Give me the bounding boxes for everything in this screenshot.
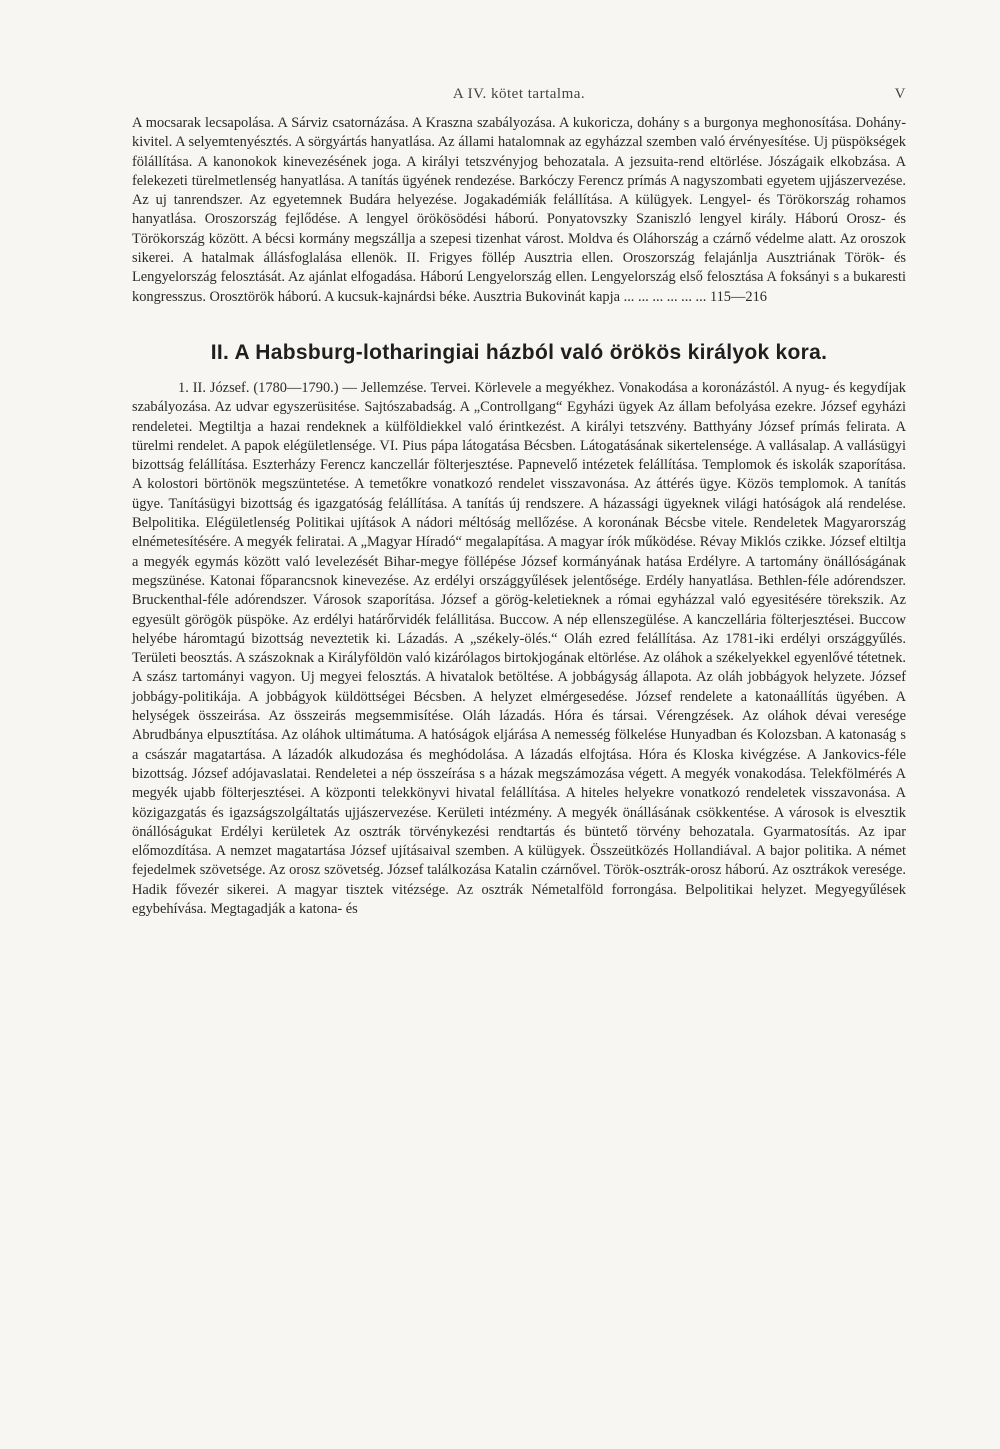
toc-entry: 1. II. József. (1780—1790.) — Jellemzése. Tervei. Körlevele a megyékhez. Vonakodása a koronázástól. A nyug- és kegydíjak szabályozása. Az udvar egyszerüsitése. Sajtószabadság. A „Controllgang“ Egyházi ügyek Az állam befolyása ezekre. József egyházi rendeletei. Megtiltja a hazai rendeknek a külföldiekkel való érintkezést. A királyi tetszvény. Batthyány József prímás felirata. A türelmi rendelet. A papok elégületlensége. VI. Pius pápa látogatása Bécsben. Látogatásának sikertelensége. A vallásalap. A vallásügyi bizottság felállítása. Eszterházy Ferencz kanczellár fölterjesztése. Papnevelő intézetek felállítása. Templomok és iskolák szaporítása. A kolostori börtönök megszüntetése. A temetőkre vonatkozó rendelet visszavonása. Az áttérés ügye. Közös templomok. A tanítás ügye. Tanításügyi bizottság és igazgatóság felállítása. A tanítás új rendszere. A házassági ügyeknek világi hatóságok alá rendelése. Belpolitika. Elégületlenség Politikai ujítások A nádori méltóság mellőzése. A koronának Bécsbe vitele. Rendeletek Magyarország elnémetesítésére. A megyék feliratai. A „Magyar Híradó“ megalapítása. A magyar írók működése. Révay Miklós czikke. József eltiltja a megyék egymás között való levelezését Bihar-megye föllépése József kormányának hatása Erdélyre. A tartomány önállóságának megszünése. Katonai főparancsnok kinevezése. Az erdélyi országgyűlések jelentősége. Erdély hanyatlása. Bethlen-féle adórendszer. Bruckenthal-féle adórendszer. Városok szaporítása. József a görög-keletieknek a római egyházzal való egyesitésére törekszik. Az egyesült görögök püspöke. Az erdélyi határőrvidék felállitása. Buccow. A nép ellenszegülése. A kanczellária fölterjesztései. Buccow helyébe háromtagú bizottság neveztetik ki. Lázadás. A „székely-ölés.“ Oláh ezred felállítása. Az 1781-iki erdélyi országgyűlés. Területi beosztás. A szászoknak a Királyföldön való kizárólagos birtokjogának eltörlése. Az oláhok a székelyekkel egyenlővé tétetnek. A szász tartományi vagyon. Uj megyei felosztás. A hivatalok betöltése. A jobbágyság állapota. Az oláh jobbágyok helyzete. József jobbágy-politikája. A jobbágyok küldöttségei Bécsben. A helyzet elmérgesedése. József rendelete a katonaállítás ügyében. A helységek összeirása. Az összeirás megsemmisítése. Oláh lázadás. Hóra és társai. Vérengzések. Az oláhok dévai veresége Abrudbánya elpusztítása. Az oláhok ultimátuma. A hatóságok eljárása A nemesség fölkelése Hunyadban és Kolozsban. A katonaság s a császár magatartása. A lázadók alkudozása és meghódolása. A lázadás elfojtása. Hóra és Kloska kivégzése. A Jankovics-féle bizottság. József adójavaslatai. Rendeletei a nép összeírása s a házak megszámozása végett. A megyék vonakodása. Telekfölmérés A megyék ujabb fölterjesztései. A központi telekkönyvi hivatal felállítása. A hiteles helyekre vonatkozó rendeletek visszavonása. A közigazgatás és igazságszolgáltatás ujjászervezése. Kerületi intézmény. A megyék önállásának csökkentése. A városok is elvesztik önállóságukat Erdélyi kerületek Az osztrák törvénykezési rendtartás és büntető törvény behozatala. Gyarmatosítás. Az ipar előmozdítása. A nemzet magatartása József ujításaival szemben. A külügyek. Összeütközés Hollandiával. A bajor politika. A német fejedelmek szövetsége. Az orosz szövetség. József találkozása Katalin czárnővel. Török-osztrák-orosz háború. Az osztrákok veresége. Hadik fővezér sikerei. A magyar tisztek vitézsége. Az osztrák Németalföld forrongása. Belpolitikai helyzet. Megyegyűlések egybehívása. Megtagadják a katona- és xyxy=(132,379,906,917)
page-range: 115—216 xyxy=(709,288,767,305)
toc-entry-continuation xyxy=(132,114,906,307)
running-head xyxy=(132,86,906,112)
dot-leaders: ... ... ... ... ... ... xyxy=(623,288,707,305)
page xyxy=(132,86,906,919)
running-head-title: A IV. kötet tartalma. xyxy=(452,86,586,102)
toc-entry-text: A mocsarak lecsapolása. A Sárviz csatornázása. A Kraszna szabályozása. A kukoricza, dohány s a burgonya meghonosítása. Dohány-kivitel. A selyemtenyésztés. A sörgyártás hanyatlása. Az állami hatalomnak az egyházzal szemben való érvényesítése. Uj püspökségek fölállítása. A kanonokok kinevezésének joga. A királyi tetszvényjog behozatala. A jezsuita-rend eltörlése. Jószágaik elkobzása. A felekezeti türelmetlenség hanyatlása. A tanítás ügyének rendezése. Barkóczy Ferencz prímás A nagyszombati egyetem ujjászervezése. Az uj tanrendszer. Az egyetemnek Budára helyezése. Jogakadémiák felállítása. A külügyek. Lengyel- és Törökország rohamos hanyatlása. Oroszország fejlődése. A lengyel örökösödési háború. Ponyatovszky Szaniszló lengyel király. Háború Orosz- és Törökország között. A bécsi kormány megszállja a szepesi tizenhat várost. Moldva és Oláhország a czárnő védelme alatt. Az oroszok sikerei. A hatalmak állásfoglalása ellenök. II. Frigyes föllép Ausztria ellen. Oroszország felajánlja Ausztriának Török- és Lengyelország felosztását. Az ajánlat elfogadása. Háború Lengyelország ellen. Lengyelország első felosztása A foksányi s a bukaresti kongresszus. Orosztörök háború. A kucsuk-kajnárdsi béke. Ausztria Bukovinát kapja xyxy=(132,115,906,305)
section-heading: II. A Habsburg-lotharingiai házból való örökös királyok kora. xyxy=(210,340,828,364)
page-number: V xyxy=(894,86,906,102)
